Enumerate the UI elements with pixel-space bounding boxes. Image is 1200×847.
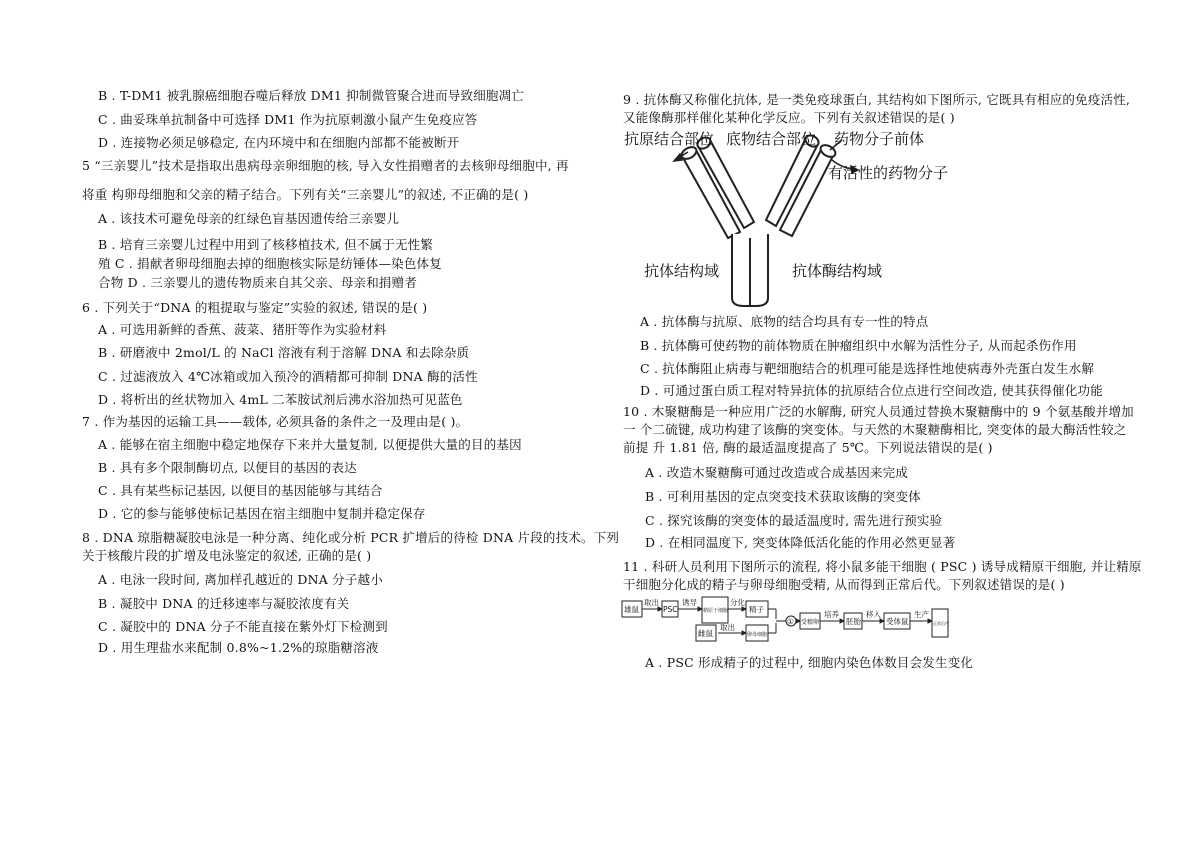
q9-option-c: C . 抗体酶阻止病毒与靶细胞结合的机理可能是选择性地使病毒外壳蛋白发生水解 xyxy=(640,361,1095,376)
q5-stem-line1: 5 “三亲婴儿”技术是指取出患病母亲卵细胞的核, 导入女性捐赠者的去核卵母细胞中, 再 xyxy=(82,158,569,173)
q5-stem-line2: 将重 构卵母细胞和父亲的精子结合。下列有关“三亲婴儿”的叙述, 不正确的是( ) xyxy=(82,187,529,202)
q4-option-d: D . 连接物必须足够稳定, 在内环境中和在细胞内部都不能被断开 xyxy=(98,135,460,150)
flow-spermatogonia: 精原干细胞 xyxy=(703,608,729,614)
flow-male-mouse: 雄鼠 xyxy=(624,605,639,614)
label-active-drug: 有活性的药物分子 xyxy=(828,164,949,182)
q11-stem-line1: 11 . 科研人员利用下图所示的流程, 将小鼠多能干细胞 ( PSC ) 诱导成精原干细胞, 并让精原 xyxy=(623,559,1142,574)
flow-culture: 培养 xyxy=(824,610,839,619)
q7-option-d: D . 它的参与能够使标记基因在宿主细胞中复制并稳定保存 xyxy=(98,506,426,521)
flow-take-1: 取出 xyxy=(644,598,659,607)
q6-stem: 6 . 下列关于“DNA 的粗提取与鉴定”实验的叙述, 错误的是( ) xyxy=(82,300,428,315)
flow-psc: PSC xyxy=(663,605,678,614)
flow-sperm: 精子 xyxy=(749,605,764,614)
q10-option-a: A . 改造木聚糖酶可通过改造或合成基因来完成 xyxy=(645,465,909,480)
q5-option-d: 合物 D . 三亲婴儿的遗传物质来自其父亲、母亲和捐赠者 xyxy=(98,275,418,290)
q8-option-d: D . 用生理盐水来配制 0.8%~1.2%的琼脂糖溶液 xyxy=(98,640,379,655)
q6-option-b: B . 研磨液中 2mol/L 的 NaCl 溶液有利于溶解 DNA 和去除杂质 xyxy=(98,345,470,360)
label-enzyme-domain: 抗体酶结构域 xyxy=(792,262,883,280)
q5-option-c: 殖 C . 捐献者卵母细胞去掉的细胞核实际是纺锤体—染色体复 xyxy=(98,256,442,271)
flow-embryo: 胚胎 xyxy=(846,617,861,626)
q8-option-a: A . 电泳一段时间, 离加样孔越近的 DNA 分子越小 xyxy=(98,572,383,587)
q11-option-a: A . PSC 形成精子的过程中, 细胞内染色体数目会发生变化 xyxy=(645,655,974,670)
q10-option-d: D . 在相同温度下, 突变体降低活化能的作用必然更显著 xyxy=(645,535,956,550)
psc-flow-diagram xyxy=(620,595,950,647)
q9-stem-line2: 又能像酶那样催化某种化学反应。下列有关叙述错误的是( ) xyxy=(623,110,955,125)
q4-option-c: C . 曲妥珠单抗制备中可选择 DM1 作为抗原刺激小鼠产生免疫应答 xyxy=(98,112,478,127)
q9-option-b: B . 抗体酶可使药物的前体物质在肿瘤组织中水解为活性分子, 从而起杀伤作用 xyxy=(640,338,1077,353)
q10-stem-line3: 前提 升 1.81 倍, 酶的最适温度提高了 5℃。下列说法错误的是( ) xyxy=(623,440,993,455)
q10-stem-line1: 10 . 木聚糖酶是一种应用广泛的水解酶, 研究人员通过替换木聚糖酶中的 9 个氨基酸并增加 xyxy=(623,404,1134,419)
q10-option-c: C . 探究该酶的突变体的最适温度时, 需先进行预实验 xyxy=(645,513,943,528)
label-antigen-site: 抗原结合部位 xyxy=(624,130,715,148)
q8-stem-line1: 8 . DNA 琼脂糖凝胶电泳是一种分离、纯化或分析 PCR 扩增后的待检 DNA 片段的技术。下列 xyxy=(82,530,620,545)
label-substrate-site: 底物结合部位 xyxy=(726,130,817,148)
q7-option-a: A . 能够在宿主细胞中稳定地保存下来并大量复制, 以便提供大量的目的基因 xyxy=(98,437,522,452)
flow-female-mouse: 雌鼠 xyxy=(698,629,713,638)
q6-option-c: C . 过滤液放入 4℃冰箱或加入预冷的酒精都可抑制 DNA 酶的活性 xyxy=(98,369,478,384)
q7-stem: 7 . 作为基因的运输工具——载体, 必须具备的条件之一及理由是( )。 xyxy=(82,414,469,429)
q9-stem-line1: 9 . 抗体酶又称催化抗体, 是一类免疫球蛋白, 其结构如下图所示, 它既具有相应的免疫活性, xyxy=(623,92,1131,107)
q10-option-b: B . 可利用基因的定点突变技术获取该酶的突变体 xyxy=(645,489,921,504)
q5-option-b: B . 培育三亲婴儿过程中用到了核移植技术, 但不属于无性繁 xyxy=(98,237,434,252)
label-antibody-domain: 抗体结构域 xyxy=(644,262,720,280)
q6-option-d: D . 将析出的丝状物加入 4mL 二苯胺试剂后沸水浴加热可见蓝色 xyxy=(98,392,463,407)
q6-option-a: A . 可选用新鲜的香蕉、菠菜、猪肝等作为实验材料 xyxy=(98,322,387,337)
q7-option-c: C . 具有某些标记基因, 以便目的基因能够与其结合 xyxy=(98,483,383,498)
flow-birth: 生产 xyxy=(914,610,929,619)
flow-transfer: 移入 xyxy=(866,610,881,619)
flow-take-2: 取出 xyxy=(720,623,735,632)
q8-option-c: C . 凝胶中的 DNA 分子不能直接在紫外灯下检测到 xyxy=(98,619,388,634)
q4-option-b: B . T-DM1 被乳腺癌细胞吞噬后释放 DM1 抑制微管聚合进而导致细胞凋亡 xyxy=(98,88,525,103)
q7-option-b: B . 具有多个限制酶切点, 以便目的基因的表达 xyxy=(98,460,357,475)
q9-option-d: D . 可通过蛋白质工程对特异抗体的抗原结合位点进行空间改造, 使其获得催化功能 xyxy=(640,383,1103,398)
flow-differentiate: 分化 xyxy=(730,598,745,607)
q9-option-a: A . 抗体酶与抗原、底物的结合均具有专一性的特点 xyxy=(640,314,929,329)
flow-induce: 诱导 xyxy=(682,598,697,607)
flow-recipient: 受体鼠 xyxy=(886,617,909,626)
q8-option-b: B . 凝胶中 DNA 的迁移速率与凝胶浓度有关 xyxy=(98,596,350,611)
q10-stem-line2: 一 个二硫键, 成功构建了该酶的突变体。与天然的木聚糖酶相比, 突变体的最大酶活性较之 xyxy=(623,422,1127,437)
antibody-enzyme-diagram xyxy=(620,128,960,310)
flow-step-1: ① xyxy=(787,617,794,626)
label-prodrug: 药物分子前体 xyxy=(834,130,925,148)
q5-option-a: A . 该技术可避免母亲的红绿色盲基因遗传给三亲婴儿 xyxy=(98,211,400,226)
flow-fertilized-egg: 受精卵 xyxy=(801,619,820,626)
q8-stem-line2: 关于核酸片段的扩增及电泳鉴定的叙述, 正确的是( ) xyxy=(82,548,372,563)
flow-oocyte: 卵母细胞 xyxy=(747,632,768,638)
flow-offspring: 正常后代 xyxy=(933,621,949,626)
q11-stem-line2: 干细胞分化成的精子与卵母细胞受精, 从而得到正常后代。下列叙述错误的是( ) xyxy=(623,577,1065,592)
